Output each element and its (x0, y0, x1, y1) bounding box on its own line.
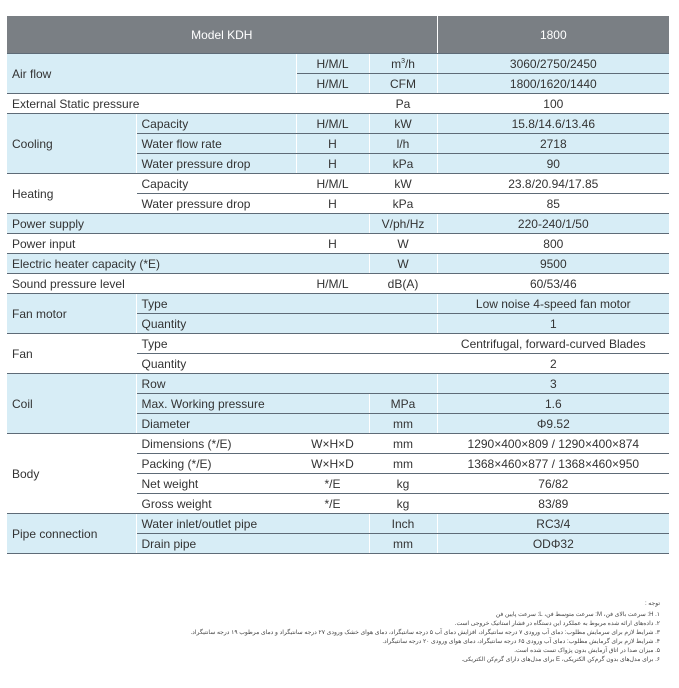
cell-value: 1368×460×877 / 1368×460×950 (437, 454, 669, 474)
cell-param: Row (136, 374, 437, 394)
cell-unit: kPa (369, 194, 437, 214)
cell-value: 2718 (437, 134, 669, 154)
cell-value: Centrifugal, forward-curved Blades (437, 334, 669, 354)
body-label: Body (7, 434, 136, 514)
cell-param: Diameter (136, 414, 369, 434)
cell-value: 60/53/46 (437, 274, 669, 294)
cell-unit: kg (369, 494, 437, 514)
cell-unit: kW (369, 174, 437, 194)
note-item: ۵. میزان صدا در اتاق آزمایش بدون پژواک تست شده است. (514, 648, 660, 654)
esp-label: External Static pressure (7, 94, 369, 114)
cell-value: Φ9.52 (437, 414, 669, 434)
table-row (7, 114, 669, 134)
cell-unit: mm (369, 534, 437, 554)
spec-table (7, 16, 669, 554)
cell-value: 85 (437, 194, 669, 214)
note-item: ۶. برای مدل‌های بدون گرم‌کن الکتریکی، E برای مدل‌های دارای گرم‌کن الکتریکی. (461, 657, 660, 663)
cell-mode: H (296, 234, 369, 254)
cell-param: Type (136, 294, 437, 314)
table-row (7, 254, 669, 274)
cell-param: Net weight (136, 474, 296, 494)
fan-label: Fan (7, 334, 136, 374)
table-row (7, 374, 669, 394)
table-row (7, 434, 669, 454)
cell-value: 15.8/14.6/13.46 (437, 114, 669, 134)
cell-unit: CFM (369, 74, 437, 94)
cell-value: 1.6 (437, 394, 669, 414)
note-item: ۳. شرایط لازم برای سرمایش مطلوب: دمای آب ورودی ۷ درجه سانتیگراد، افزایش دمای آب ۵ درجه سانتیگراد، دمای هوای خشک ورودی ۲۷ درجه سانتیگراد و دمای مرطوب ۱۹ درجه سانتیگراد. (190, 630, 660, 636)
cell-param: Water flow rate (136, 134, 296, 154)
cell-unit: $m^3/h$ (369, 54, 437, 74)
cell-mode: H/M/L (296, 74, 369, 94)
cell-param: Water pressure drop (136, 154, 296, 174)
cell-value: ODΦ32 (437, 534, 669, 554)
cell-unit: mm (369, 434, 437, 454)
note-item: ۱. H: سرعت بالای فن، M: سرعت متوسط فن، L: سرعت پایین فن (495, 612, 660, 618)
cell-value: 2 (437, 354, 669, 374)
cell-value: 1290×400×809 / 1290×400×874 (437, 434, 669, 454)
cell-value: 83/89 (437, 494, 669, 514)
model-header: Model KDH (7, 16, 437, 54)
notes (40, 600, 660, 665)
model-value: 1800 (437, 16, 669, 54)
cell-mode: */E (296, 494, 369, 514)
notes-title: توجه : (644, 601, 660, 607)
cell-value: 220-240/1/50 (437, 214, 669, 234)
power-supply-label: Power supply (7, 214, 369, 234)
table-row (7, 334, 669, 354)
table-row (7, 274, 669, 294)
note-item: ۲. داده‌های ارائه شده مربوط به عملکرد این دستگاه در فشار استاتیک خروجی است. (454, 621, 660, 627)
cell-param: Max. Working pressure (136, 394, 369, 414)
cell-value: 23.8/20.94/17.85 (437, 174, 669, 194)
table-row (7, 174, 669, 194)
cell-param: Capacity (136, 114, 296, 134)
sound-label: Sound pressure level (7, 274, 296, 294)
cell-value: Low noise 4-speed fan motor (437, 294, 669, 314)
table-header (7, 16, 669, 54)
cell-unit: Pa (369, 94, 437, 114)
cell-unit: W (369, 254, 437, 274)
cell-value: 1 (437, 314, 669, 334)
table-row (7, 234, 669, 254)
cell-unit: l/h (369, 134, 437, 154)
cell-unit: MPa (369, 394, 437, 414)
cell-value: 76/82 (437, 474, 669, 494)
cell-unit: dB(A) (369, 274, 437, 294)
cell-mode: H/M/L (296, 114, 369, 134)
cell-unit: V/ph/Hz (369, 214, 437, 234)
cell-mode: */E (296, 474, 369, 494)
cell-param: Water inlet/outlet pipe (136, 514, 369, 534)
cell-param: Quantity (136, 314, 437, 334)
cell-value: 90 (437, 154, 669, 174)
cell-unit: mm (369, 414, 437, 434)
coil-label: Coil (7, 374, 136, 434)
cell-unit: kPa (369, 154, 437, 174)
table-row (7, 94, 669, 114)
cell-param: Capacity (136, 174, 296, 194)
cell-param: Water pressure drop (136, 194, 296, 214)
cell-mode: W×H×D (296, 434, 369, 454)
pipe-label: Pipe connection (7, 514, 136, 554)
cell-mode: H/M/L (296, 54, 369, 74)
cell-value: 1800/1620/1440 (437, 74, 669, 94)
cell-mode: H (296, 154, 369, 174)
cell-mode: H/M/L (296, 274, 369, 294)
cell-mode: W×H×D (296, 454, 369, 474)
cell-param: Quantity (136, 354, 437, 374)
cell-value: 3060/2750/2450 (437, 54, 669, 74)
cell-unit: W (369, 234, 437, 254)
table-row (7, 214, 669, 234)
cell-value: 9500 (437, 254, 669, 274)
cell-param: Drain pipe (136, 534, 369, 554)
cell-unit: kg (369, 474, 437, 494)
cell-mode: H (296, 194, 369, 214)
airflow-label: Air flow (7, 54, 296, 94)
cell-unit: mm (369, 454, 437, 474)
cell-unit: kW (369, 114, 437, 134)
cell-param: Type (136, 334, 437, 354)
cell-param: Packing (*/E) (136, 454, 296, 474)
cell-value: 100 (437, 94, 669, 114)
cell-mode: H/M/L (296, 174, 369, 194)
heater-label: Electric heater capacity (*E) (7, 254, 369, 274)
cell-mode: H (296, 134, 369, 154)
fan-motor-label: Fan motor (7, 294, 136, 334)
table-row (7, 54, 669, 74)
table-row (7, 294, 669, 314)
cell-value: RC3/4 (437, 514, 669, 534)
cell-unit: Inch (369, 514, 437, 534)
cell-value: 800 (437, 234, 669, 254)
cell-param: Gross weight (136, 494, 296, 514)
power-input-label: Power input (7, 234, 296, 254)
heating-label: Heating (7, 174, 136, 214)
table-row (7, 514, 669, 534)
cooling-label: Cooling (7, 114, 136, 174)
note-item: ۴. شرایط لازم برای گرمایش مطلوب: دمای آب ورودی ۶۵ درجه سانتیگراد، دمای هوای ورودی ۲۰ درجه سانتیگراد. (382, 639, 660, 645)
cell-param: Dimensions (*/E) (136, 434, 296, 454)
cell-value: 3 (437, 374, 669, 394)
